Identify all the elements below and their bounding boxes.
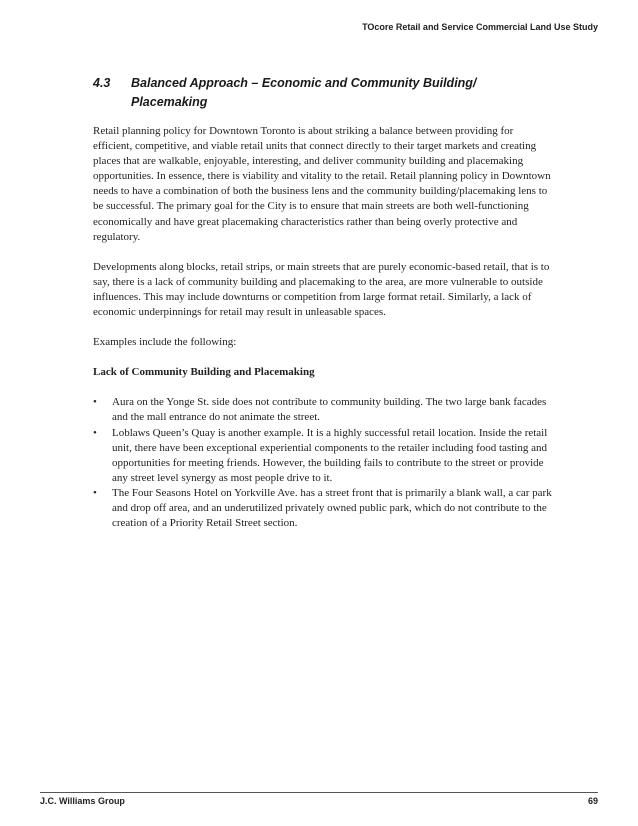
- section-heading: [93, 74, 553, 112]
- bullet-icon: •: [93, 396, 97, 409]
- section-number: 4.3: [93, 76, 111, 90]
- list-item-text: The Four Seasons Hotel on Yorkville Ave. has a street front that is primarily a blank wall, a car park and drop off area, and an underutilized privately owned public park, which do not contribute to the creation of a Priority Retail Street section.: [112, 486, 552, 530]
- paragraph-intro: Retail planning policy for Downtown Toronto is about striking a balance between providing for efficient, competitive, and viable retail units that connect directly to their target markets and creating places that are walkable, enjoyable, interesting, and deliver community building and placemaking opportunities. In essence, there is viability and vitality to the retail. Retail planning policy in Downtown needs to have a combination of both the business lens and the community building/placemaking lens to be successful. The primary goal for the City is to ensure that main streets are both well-functioning economically and have great placemaking characteristics rather than being overly protective and regulatory.: [93, 125, 551, 243]
- footer-page-number: 69: [587, 796, 598, 806]
- footer-company: J.C. Williams Group: [40, 796, 125, 806]
- section-title: Balanced Approach – Economic and Community Building/ Placemaking: [131, 76, 477, 109]
- list-item: [93, 486, 553, 531]
- list-item-text: Aura on the Yonge St. side does not contribute to community building. The two large bank facades and the mall entrance do not animate the street.: [112, 396, 547, 424]
- body-text: [93, 124, 553, 531]
- paragraph-examples: Examples include the following:: [93, 336, 237, 349]
- running-header: TOcore Retail and Service Commercial Land Use Study: [362, 22, 598, 32]
- list-item: [93, 395, 553, 425]
- list-item: [93, 426, 553, 486]
- paragraph-developments: Developments along blocks, retail strips, or main streets that are purely economic-based retail, that is to say, there is a lack of community building and placemaking to the area, are more vulnerable to outside influences. This may include downturns or competition from large format retail. Similarly, a lack of economic underpinnings for retail may result in unleasable spaces.: [93, 260, 550, 319]
- bullet-icon: •: [93, 486, 97, 499]
- subheading-lack-of-community: Lack of Community Building and Placemaking: [93, 366, 315, 379]
- bullet-list: [93, 395, 553, 531]
- list-item-text: Loblaws Queen’s Quay is another example. It is a highly successful retail location. Inside the retail unit, there have been exceptional experiential components to the retailer including food tasting and opportunities for meeting friends. However, the building fails to contribute to the street or provide any street level synergy as most people drive to it.: [112, 426, 548, 484]
- footer-divider: [40, 792, 598, 793]
- bullet-icon: •: [93, 426, 97, 439]
